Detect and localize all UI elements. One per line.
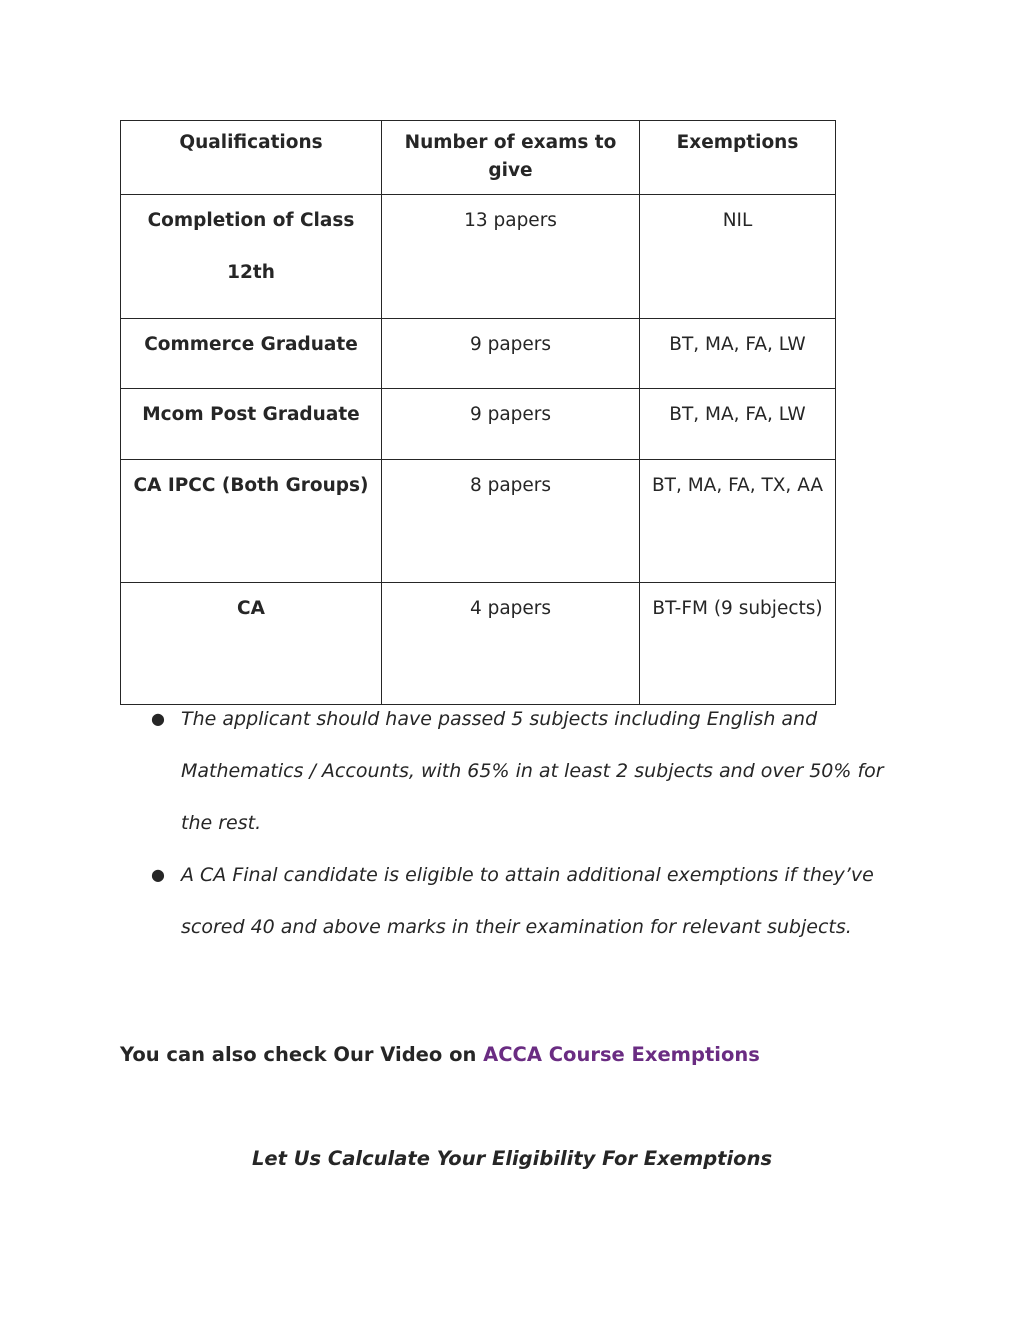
bullet-icon: ● [151, 865, 165, 884]
acca-course-exemptions-link[interactable]: ACCA Course Exemptions [483, 1043, 760, 1066]
exams-cell: 4 papers [382, 583, 640, 705]
table-row [121, 319, 836, 389]
header-exemptions: Exemptions [640, 121, 836, 195]
calculate-eligibility-heading: Let Us Calculate Your Eligibility For Exemptions [251, 1147, 773, 1170]
note-text: The applicant should have passed 5 subjects including English and Mathematics / Accounts, with 65% in at least 2 subjects and over 50% for the rest. [181, 708, 884, 834]
list-item [120, 849, 900, 953]
exemptions-cell: NIL [640, 195, 836, 319]
qualification-cell: Commerce Graduate [121, 319, 382, 389]
table-row [121, 389, 836, 460]
qualification-cell: Completion of Class 12th [121, 195, 382, 319]
header-qualifications: Qualifications [121, 121, 382, 195]
qualification-cell: Mcom Post Graduate [121, 389, 382, 460]
exemptions-cell: BT, MA, FA, TX, AA [640, 460, 836, 583]
qualification-cell: CA [121, 583, 382, 705]
qualification-cell: CA IPCC (Both Groups) [121, 460, 382, 583]
exemptions-table [120, 120, 836, 705]
exams-cell: 13 papers [382, 195, 640, 319]
notes-list [120, 693, 900, 953]
table-row [121, 583, 836, 705]
exemptions-cell: BT, MA, FA, LW [640, 389, 836, 460]
header-number-of-exams: Number of exams to give [382, 121, 640, 195]
table-row [121, 195, 836, 319]
video-prefix-text: You can also check Our Video on [120, 1043, 484, 1066]
exemptions-cell: BT-FM (9 subjects) [640, 583, 836, 705]
table-row [121, 460, 836, 583]
table-header-row [121, 121, 836, 195]
exemptions-cell: BT, MA, FA, LW [640, 319, 836, 389]
exams-cell: 9 papers [382, 389, 640, 460]
exams-cell: 9 papers [382, 319, 640, 389]
bullet-icon: ● [151, 709, 165, 728]
list-item [120, 693, 900, 849]
exams-cell: 8 papers [382, 460, 640, 583]
video-paragraph [120, 1040, 760, 1070]
note-text: A CA Final candidate is eligible to attain additional exemptions if they’ve scored 40 and above marks in their examination for relevant subjects. [181, 864, 874, 938]
